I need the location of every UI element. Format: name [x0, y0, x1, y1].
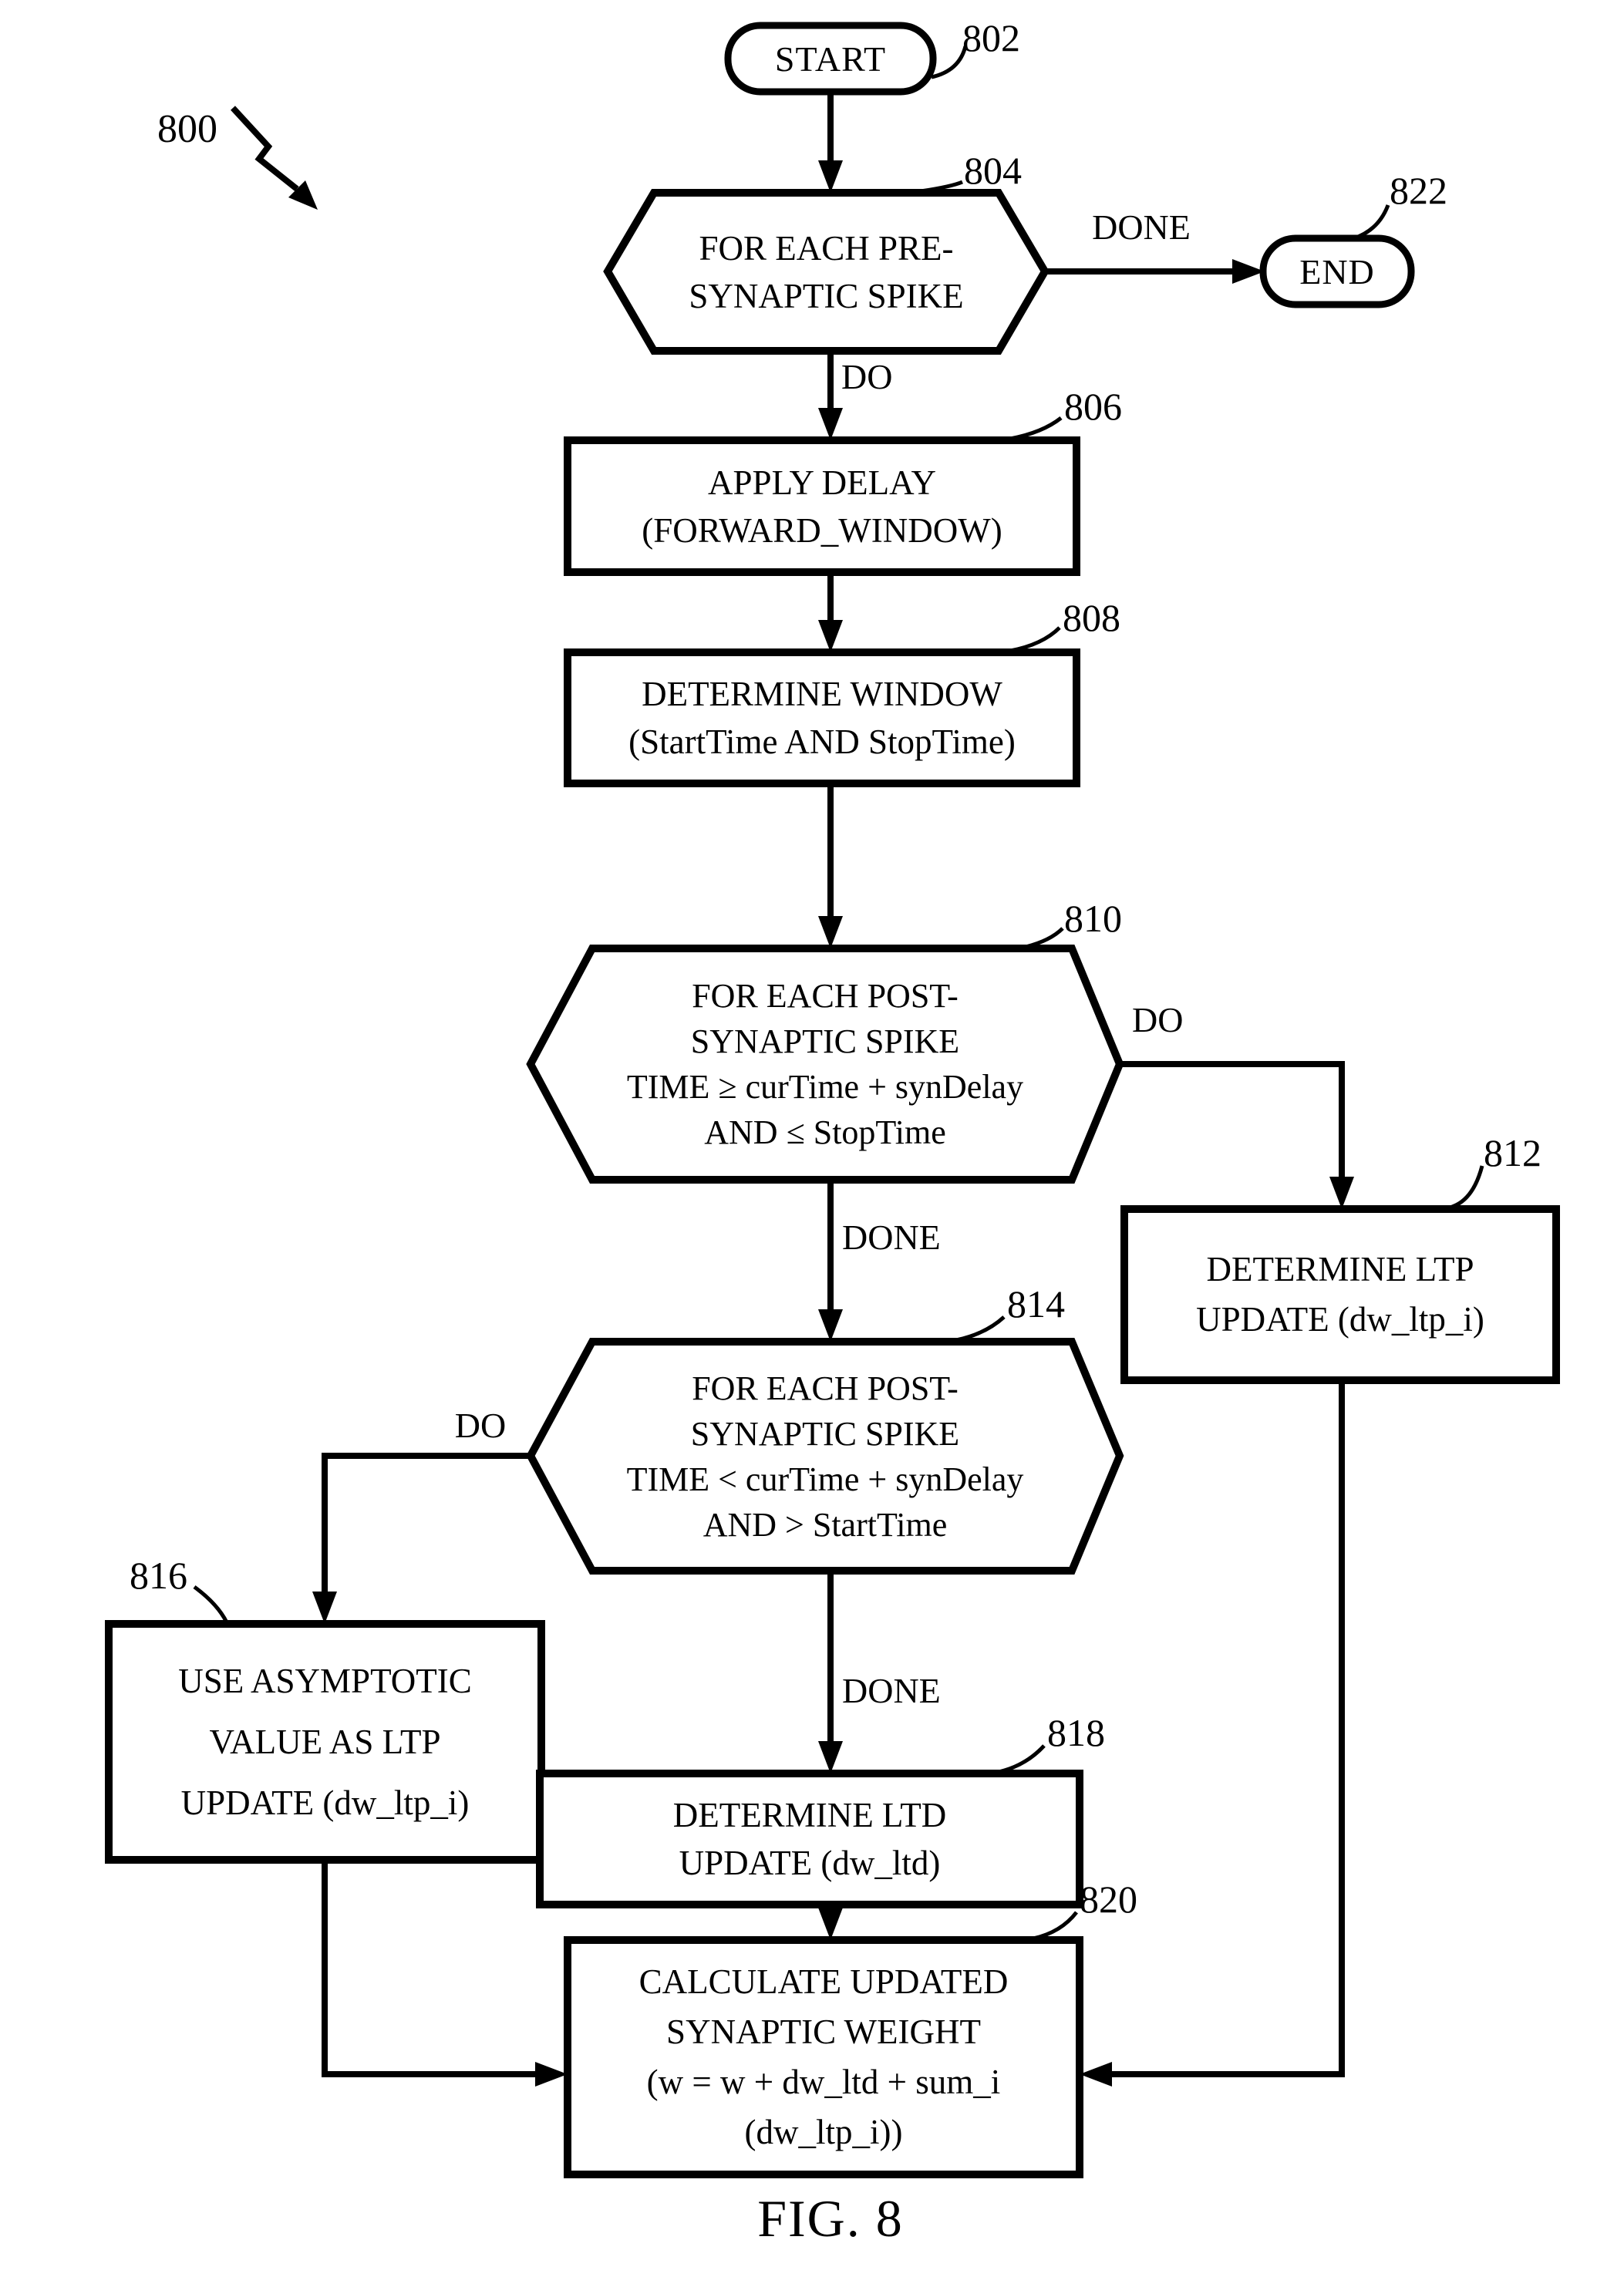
- edge-label-fwd-done: DONE: [842, 1218, 941, 1257]
- edge-label-bwd-do: DO: [454, 1406, 507, 1445]
- arrowhead-into-calc-left: [535, 2062, 568, 2087]
- arrowhead-into-preloop: [818, 160, 843, 193]
- leader-812: [1450, 1166, 1482, 1208]
- calculate-weight-node: [568, 1940, 1080, 2174]
- determine-ltd-node: [540, 1773, 1080, 1905]
- figure-caption: FIG. 8: [757, 2189, 904, 2248]
- end-label: END: [1299, 251, 1375, 291]
- leader-808: [1010, 628, 1060, 651]
- arrowhead-into-asymptotic: [312, 1592, 337, 1624]
- leader-818: [999, 1746, 1044, 1772]
- edge-label-pre-done: DONE: [1092, 207, 1191, 247]
- ref-808: 808: [1063, 596, 1120, 639]
- bwd-loop-line-3: TIME < curTime + synDelay: [626, 1460, 1024, 1498]
- leader-806: [1010, 418, 1061, 439]
- ref-822: 822: [1390, 169, 1447, 212]
- ref-806: 806: [1064, 385, 1122, 428]
- fwd-loop-line-2: SYNAPTIC SPIKE: [690, 1022, 960, 1060]
- bwd-loop-line-1: FOR EACH POST-: [692, 1369, 959, 1407]
- calc-weight-line-2: SYNAPTIC WEIGHT: [666, 2013, 981, 2051]
- determine-window-node: [568, 652, 1076, 783]
- determine-ltp-line-2: UPDATE (dw_ltp_i): [1196, 1300, 1484, 1339]
- pre-loop-line-2: SYNAPTIC SPIKE: [689, 276, 964, 315]
- ref-818: 818: [1047, 1711, 1105, 1754]
- edge-ltp-to-calc: [1107, 1380, 1342, 2074]
- edge-fwdloop-do-to-ltp: [1120, 1064, 1342, 1181]
- apply-delay-line-1: APPLY DELAY: [708, 463, 936, 502]
- post-synaptic-backward-loop-node: [531, 1342, 1120, 1571]
- post-synaptic-forward-loop-node: [531, 948, 1120, 1180]
- apply-delay-node: [568, 440, 1076, 572]
- arrowhead-into-calc-top: [818, 1908, 843, 1940]
- ref-814: 814: [1007, 1282, 1065, 1325]
- start-label: START: [774, 39, 887, 79]
- arrowhead-into-calc-right: [1080, 2062, 1112, 2087]
- ref-816: 816: [130, 1554, 187, 1597]
- determine-ltd-line-1: DETERMINE LTD: [672, 1796, 947, 1834]
- calc-weight-line-3: (w = w + dw_ltd + sum_i: [646, 2063, 1001, 2101]
- asymptotic-line-3: UPDATE (dw_ltp_i): [180, 1783, 470, 1822]
- edge-label-fwd-do: DO: [1132, 1000, 1184, 1039]
- pre-loop-line-1: FOR EACH PRE-: [699, 228, 954, 268]
- ref-812: 812: [1484, 1131, 1541, 1174]
- calc-weight-line-1: CALCULATE UPDATED: [638, 1962, 1009, 2001]
- apply-delay-line-2: (FORWARD_WINDOW): [642, 510, 1002, 550]
- ref-820: 820: [1080, 1878, 1137, 1921]
- calc-weight-line-4: (dw_ltp_i)): [744, 2113, 903, 2151]
- determine-ltp-node: [1124, 1209, 1556, 1380]
- end-terminal: [1263, 238, 1411, 305]
- bwd-loop-line-4: AND > StartTime: [702, 1505, 948, 1544]
- fwd-loop-line-4: AND ≤ StopTime: [704, 1113, 946, 1151]
- ref-810: 810: [1064, 897, 1122, 940]
- leader-810: [1026, 928, 1063, 947]
- edge-label-pre-do: DO: [841, 357, 893, 396]
- bwd-loop-line-2: SYNAPTIC SPIKE: [690, 1414, 960, 1453]
- fwd-loop-line-1: FOR EACH POST-: [692, 977, 959, 1015]
- edge-bwdloop-do-to-asymptotic: [325, 1456, 531, 1596]
- arrowhead-into-ltd: [818, 1741, 843, 1773]
- determine-window-line-1: DETERMINE WINDOW: [642, 675, 1002, 713]
- arrowhead-into-window: [818, 620, 843, 652]
- leader-814: [956, 1317, 1004, 1340]
- fwd-loop-line-3: TIME ≥ curTime + synDelay: [626, 1068, 1024, 1106]
- edge-asymptotic-to-calc: [325, 1860, 540, 2074]
- asymptotic-line-1: USE ASYMPTOTIC: [178, 1661, 472, 1700]
- edge-label-bwd-done: DONE: [842, 1671, 941, 1710]
- leader-822: [1354, 205, 1388, 238]
- use-asymptotic-node: [109, 1624, 541, 1860]
- start-terminal: [728, 25, 933, 92]
- asymptotic-line-2: VALUE AS LTP: [209, 1722, 441, 1761]
- leader-802: [932, 46, 965, 77]
- ref-804: 804: [964, 149, 1022, 192]
- leader-820: [1033, 1912, 1076, 1938]
- leader-816: [194, 1587, 227, 1622]
- figure-number: 800: [157, 107, 217, 151]
- arrowhead-into-applydelay: [818, 408, 843, 440]
- arrowhead-into-ltp: [1329, 1177, 1354, 1209]
- ref-802: 802: [962, 16, 1020, 59]
- determine-window-line-2: (StartTime AND StopTime): [628, 723, 1016, 761]
- pre-synaptic-loop-node: [608, 193, 1045, 351]
- arrowhead-into-fwdloop: [818, 916, 843, 948]
- zigzag-arrow-shaft: [233, 108, 297, 189]
- determine-ltd-line-2: UPDATE (dw_ltd): [679, 1844, 941, 1882]
- determine-ltp-line-1: DETERMINE LTP: [1206, 1250, 1474, 1288]
- figure-number-arrow: [233, 108, 318, 210]
- arrowhead-into-bwdloop: [818, 1309, 843, 1342]
